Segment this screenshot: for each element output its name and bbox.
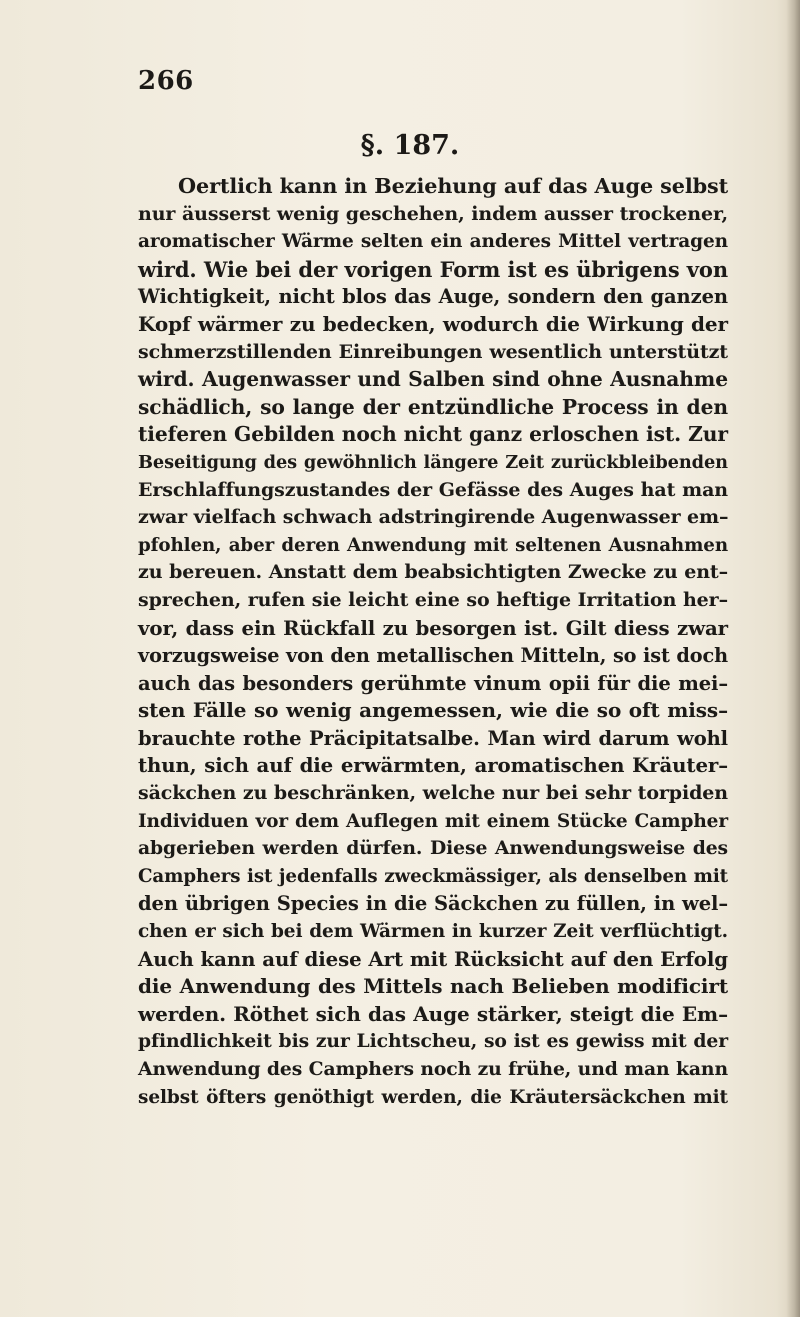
text-line: tieferen Gebilden noch nicht ganz erloschen ist. Zur xyxy=(138,422,728,447)
text-line: sten Fälle so wenig angemessen, wie die so oft miss– xyxy=(138,698,728,723)
text-line: Camphers ist jedenfalls zweckmässiger, als denselben mit xyxy=(138,865,728,887)
text-line: den übrigen Species in die Säckchen zu füllen, in wel– xyxy=(138,892,728,916)
text-line: zu bereuen. Anstatt dem beabsichtigten Zwecke zu ent– xyxy=(138,561,728,584)
text-line: Erschlaffungszustandes der Gefässe des Auges hat man xyxy=(138,478,728,501)
text-line: auch das besonders gerühmte vinum opii für die mei– xyxy=(138,671,728,695)
text-line: die Anwendung des Mittels nach Belieben modificirt xyxy=(138,974,728,999)
text-line: Individuen vor dem Auflegen mit einem Stücke Campher xyxy=(138,810,728,832)
text-line: säckchen zu beschränken, welche nur bei sehr torpiden xyxy=(138,782,728,805)
text-line: Anwendung des Camphers noch zu frühe, und man kann xyxy=(138,1058,728,1080)
text-line: selbst öfters genöthigt werden, die Kräutersäckchen mit xyxy=(138,1086,728,1108)
text-line: Beseitigung des gewöhnlich längere Zeit zurückbleibenden xyxy=(138,451,728,473)
text-line: abgerieben werden dürfen. Diese Anwendungsweise des xyxy=(138,837,728,860)
text-line: wird. Augenwasser und Salben sind ohne Ausnahme xyxy=(138,367,728,392)
body-text xyxy=(138,173,728,1111)
text-line: sprechen, rufen sie leicht eine so heftige Irritation her– xyxy=(138,588,728,611)
text-line: vorzugsweise von den metallischen Mitteln, so ist doch xyxy=(138,644,728,668)
text-line: nur äusserst wenig geschehen, indem ausser trockener, xyxy=(138,202,728,225)
text-line: zwar vielfach schwach adstringirende Augenwasser em– xyxy=(138,506,729,529)
text-line: Oertlich kann in Beziehung auf das Auge selbst xyxy=(178,174,729,198)
page-number: 266 xyxy=(138,66,194,96)
text-line: pfohlen, aber deren Anwendung mit seltenen Ausnahmen xyxy=(138,534,728,556)
text-line: vor, dass ein Rückfall zu besorgen ist. Gilt diess zwar xyxy=(138,615,728,640)
text-line: Auch kann auf diese Art mit Rücksicht auf den Erfolg xyxy=(138,946,728,971)
text-line: wird. Wie bei der vorigen Form ist es übrigens von xyxy=(138,256,728,282)
text-line: thun, sich auf die erwärmten, aromatischen Kräuter– xyxy=(138,753,728,778)
text-line: aromatischer Wärme selten ein anderes Mittel vertragen xyxy=(138,231,728,253)
section-heading: §. 187. xyxy=(360,130,460,161)
text-line: chen er sich bei dem Wärmen in kurzer Zeit verflüchtigt. xyxy=(138,921,728,943)
text-line: brauchte rothe Präcipitatsalbe. Man wird darum wohl xyxy=(138,726,728,750)
text-line: Kopf wärmer zu bedecken, wodurch die Wirkung der xyxy=(138,311,728,336)
text-line: schädlich, so lange der entzündliche Process in den xyxy=(138,394,728,419)
text-line: werden. Röthet sich das Auge stärker, steigt die Em– xyxy=(138,1001,728,1026)
text-line: Wichtigkeit, nicht blos das Auge, sondern den ganzen xyxy=(138,285,728,309)
text-line: schmerzstillenden Einreibungen wesentlich unterstützt xyxy=(138,340,728,363)
text-line: pfindlichkeit bis zur Lichtscheu, so ist es gewiss mit der xyxy=(138,1030,728,1053)
page-edge-shadow xyxy=(786,0,800,1317)
